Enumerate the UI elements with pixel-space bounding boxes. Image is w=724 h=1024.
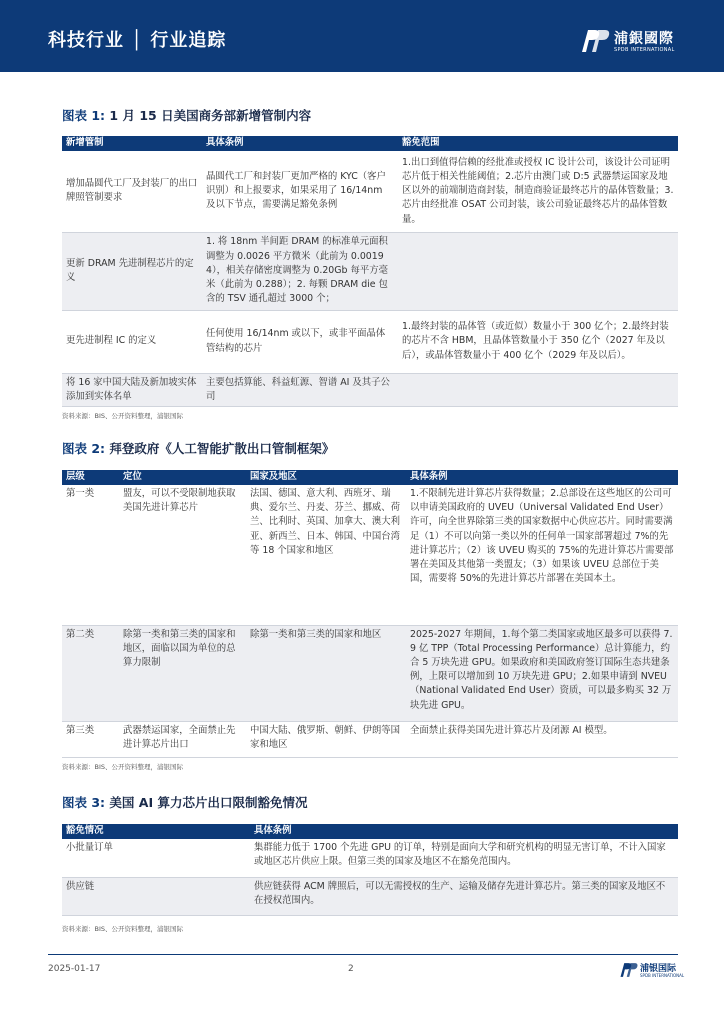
table-row [62,232,678,310]
table-row [62,877,678,915]
table-cell: 供应链获得 ACM 牌照后，可以无需授权的生产、运输及储存先进计算芯片。第三类的国家及地区不在授权范围内。 [250,877,678,915]
table-row [62,721,678,757]
table-cell: 更新 DRAM 先进制程芯片的定义 [62,232,202,310]
table-row [62,485,678,625]
logo-text: 浦銀國際 [614,31,674,47]
figure-1-table [62,136,678,407]
spdb-logo-icon [618,960,638,980]
table-cell: 集群能力低于 1700 个先进 GPU 的订单，特别是面向大学和研究机构的明显无害订单，不计入国家或地区芯片供应上限。但第三类的国家及地区不在豁免范围内。 [250,839,678,877]
table-cell: 1.出口到值得信赖的经批准或授权 IC 设计公司，该设计公司证明芯片低于相关性能阈值；2.芯片由澳门或 D:5 武器禁运国家及地区以外的前端制造商封装，制造商验证最终芯片的晶体管数量；3.芯片由经批准 OSAT 公司封装，该公司验证最终芯片的晶体管数量。 [398,151,678,232]
table-cell: 法国、德国、意大利、西班牙、瑞典、爱尔兰、丹麦、芬兰、挪威、荷兰、比利时、英国、加拿大、澳大利亚、新西兰、日本、韩国、中国台湾等 18 个国家和地区 [246,485,406,625]
table-row [62,625,678,721]
table-row [62,151,678,232]
table-cell: 1.最终封装的晶体管（或近似）数量小于 300 亿个；2.最终封装的芯片不含 HBM，且晶体管数量小于 350 亿个（2027 年及以后），或晶体管数量小于 400 亿个（2029 年及以后）。 [398,310,678,373]
logo-subtext: SPDB INTERNATIONAL [614,47,675,53]
footer-date: 2025-01-17 [48,964,101,974]
table-cell [398,373,678,406]
table-cell: 供应链 [62,877,250,915]
table-cell: 更先进制程 IC 的定义 [62,310,202,373]
table-cell: 1. 将 18nm 半间距 DRAM 的标准单元面积调整为 0.0026 平方微米（此前为 0.00194），相关存储密度调整为 0.20Gb 每平方毫米（此前为 0.288）；2. 每颗 DRAM die 包含的 TSV 通孔超过 3000 个； [202,232,398,310]
figure-2-source: 资料来源：BIS、公开资料整理，浦银国际 [62,763,184,771]
figure-1-caption: 1 月 15 日美国商务部新增管制内容 [109,108,312,123]
spdb-logo-icon [578,26,610,56]
page-number: 2 [348,964,354,974]
figure-3-source: 资料来源：BIS、公开资料整理，浦银国际 [62,925,184,933]
figure-2-label: 图表 2: [62,441,106,456]
footer-logo-subtext: SPDB INTERNATIONAL [640,973,685,978]
page-header [0,0,724,72]
table-cell: 小批量订单 [62,839,250,877]
brand-logo [578,26,698,60]
table-header-row [62,470,678,485]
column-header: 具体条例 [250,824,678,839]
figure-3-caption: 美国 AI 算力芯片出口限制豁免情况 [109,795,308,810]
column-header: 豁免范围 [398,136,678,151]
column-header: 定位 [119,470,246,485]
table-cell: 1.不限制先进计算芯片获得数量；2.总部设在这些地区的公司可以申请美国政府的 UVEU（Universal Validated End User）许可，向全世界除第三类的国家数据中心供应芯片。同时需要满足（1）不可以向第一类以外的任何单一国家部署超过 7%的先进计算芯片；（2）该 UVEU 购买的 75%的先进计算芯片需要部署在美国及其他第一类盟友；（3）如果该 UVEU 总部位于美国，需要将 50%的先进计算芯片部署在美国本土。 [406,485,678,625]
figure-3-table [62,824,678,916]
table-header-row [62,136,678,151]
table-cell: 武器禁运国家，全面禁止先进计算芯片出口 [119,721,246,757]
table-row [62,310,678,373]
column-header: 国家及地区 [246,470,406,485]
figure-3-title [62,793,307,811]
figure-2-title [62,439,334,457]
figure-3-label: 图表 3: [62,795,106,810]
column-header: 新增管制 [62,136,202,151]
figure-1-title [62,106,311,124]
table-cell: 除第一类和第三类的国家和地区 [246,625,406,721]
figure-2-table [62,470,678,758]
table-cell: 全面禁止获得美国先进计算芯片及闭源 AI 模型。 [406,721,678,757]
footer-divider [48,954,678,955]
table-cell: 第二类 [62,625,119,721]
table-row [62,839,678,877]
table-cell: 盟友，可以不受限制地获取美国先进计算芯片 [119,485,246,625]
table-cell: 第一类 [62,485,119,625]
figure-2-caption: 拜登政府《人工智能扩散出口管制框架》 [109,441,335,456]
table-header-row [62,824,678,839]
table-cell: 将 16 家中国大陆及新加坡实体添加到实体名单 [62,373,202,406]
footer-logo-text: 浦银国际 [640,964,677,974]
table-cell: 主要包括算能、科益虹源、智谱 AI 及其子公司 [202,373,398,406]
table-cell [398,232,678,310]
table-cell: 任何使用 16/14nm 或以下，或非平面晶体管结构的芯片 [202,310,398,373]
column-header: 豁免情况 [62,824,250,839]
footer-logo [618,960,688,984]
figure-1-label: 图表 1: [62,108,106,123]
table-row [62,373,678,406]
table-cell: 第三类 [62,721,119,757]
column-header: 具体条例 [202,136,398,151]
column-header: 具体条例 [406,470,678,485]
table-cell: 2025-2027 年期间，1.每个第二类国家或地区最多可以获得 7.9 亿 TPP（Total Processing Performance）总计算能力，约合 5 万块先进 GPU。如果政府和美国政府签订国际生态共建条例，上限可以增加到 10 万块先进 GPU；2.如果申请到 NVEU（National Validated End User）资质，可以最多购买 32 万块先进 GPU。 [406,625,678,721]
header-title: 科技行业 │ 行业追踪 [48,30,227,51]
figure-1-source: 资料来源：BIS、公开资料整理，浦银国际 [62,412,184,420]
table-cell: 中国大陆、俄罗斯、朝鲜、伊朗等国家和地区 [246,721,406,757]
table-cell: 晶圆代工厂和封装厂更加严格的 KYC（客户识别）和上报要求，如果采用了 16/14nm 及以下节点，需要满足豁免条例 [202,151,398,232]
table-cell: 增加晶圆代工厂及封装厂的出口牌照管制要求 [62,151,202,232]
table-cell: 除第一类和第三类的国家和地区，面临以国为单位的总算力限制 [119,625,246,721]
column-header: 层级 [62,470,119,485]
